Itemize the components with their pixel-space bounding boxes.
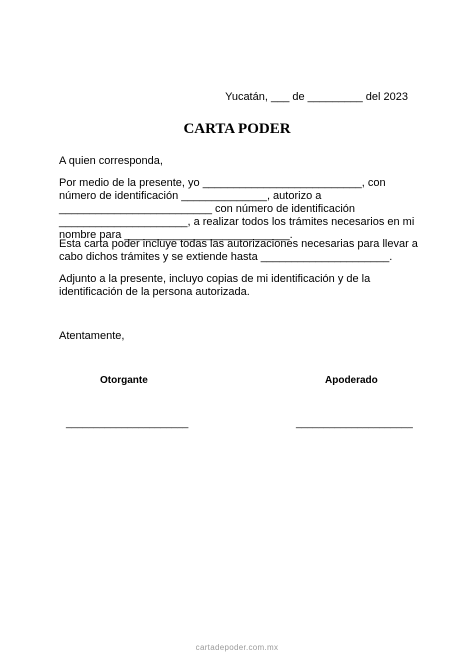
signature-line-otorgante: ______________________ [66,418,189,429]
paragraph-attachments [59,273,421,299]
date-line: Yucatán, ___ de _________ del 2023 [225,91,408,103]
paragraph-authorization-text: Por medio de la presente, yo __________________________, con número de identificación ______________, autorizo a _________________________ con número de identificación _____________________, a realizar todos los trámites necesarios en mi nombre para ___________________________. [59,177,418,241]
footer-website: cartadepoder.com.mx [195,643,279,652]
paragraph-scope [59,238,421,264]
greeting [59,155,421,168]
document-title: CARTA PODER [183,121,291,137]
signature-label-apoderado: Apoderado [325,375,378,386]
greeting-text: A quien corresponda, [59,155,163,167]
signature-line-apoderado: _____________________ [296,418,413,429]
paragraph-attachments-text: Adjunto a la presente, incluyo copias de mi identificación y de la identificación de la persona autorizada. [59,273,374,298]
paragraph-scope-text: Esta carta poder incluye todas las autorizaciones necesarias para llevar a cabo dichos trámites y se extiende hasta _____________________. [59,238,421,263]
signature-label-otorgante: Otorgante [100,375,148,386]
closing-text: Atentamente, [59,330,125,342]
closing [59,330,421,343]
paragraph-authorization [59,177,421,242]
